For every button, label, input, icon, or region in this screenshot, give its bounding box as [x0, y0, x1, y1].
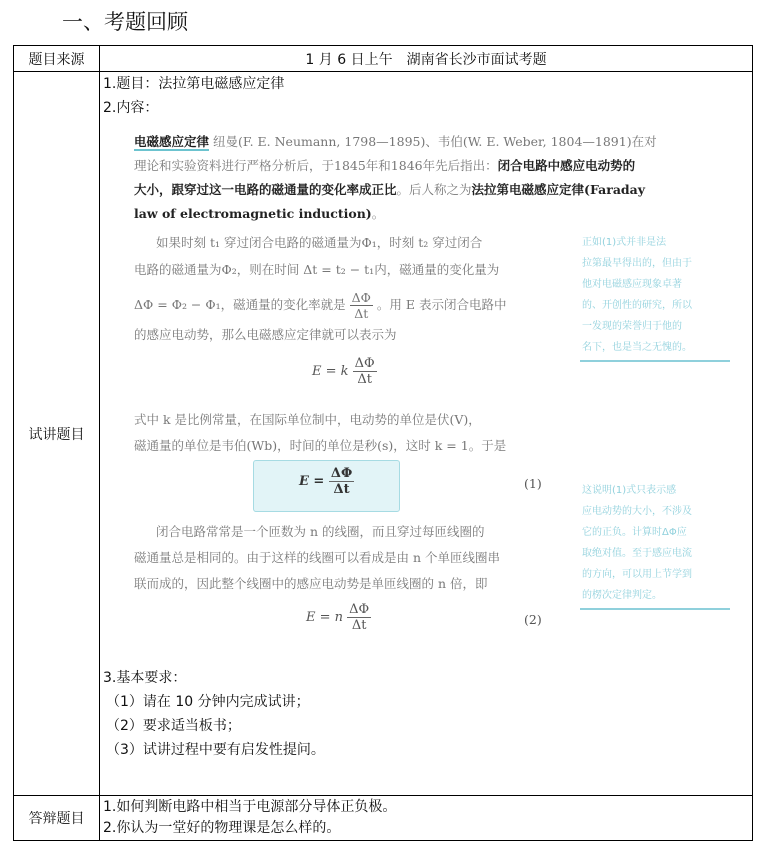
defense-question-1: 1.如何判断电路中相当于电源部分导体正负极。 [103, 799, 397, 815]
eq1-number: (1) [524, 476, 542, 491]
defense-question-2: 2.你认为一堂好的物理课是怎么样的。 [103, 820, 341, 836]
textbook-excerpt [104, 120, 752, 660]
formula-boxed: E = $\frac{\Delta\Phi}{\Delta t}$ [299, 466, 353, 497]
textbook-p2-line1: 如果时刻 t₁ 穿过闭合电路的磁通量为Φ₁，时刻 t₂ 穿过闭合 [156, 235, 483, 250]
textbook-p4-line3: 联而成的，因此整个线圈中的感应电动势是单匝线圈的 n 倍，即 [134, 576, 488, 591]
textbook-p1-line1: 电磁感应定律 纽曼(F. E. Neumann, 1798—1895)、韦伯(W. E. Weber, 1804—1891)在对 [134, 134, 657, 149]
trial-row [14, 72, 753, 796]
textbook-p1-line4: law of electromagnetic induction)。 [134, 206, 385, 221]
eq2-number: (2) [524, 612, 542, 627]
textbook-p1-line3: 大小，跟穿过这一电路的磁通量的变化率成正比。后人称之为法拉第电磁感应定律(Faraday [134, 182, 646, 197]
rate-fraction: $\frac{\Delta\Phi}{\Delta t}$ [351, 290, 371, 321]
textbook-topic: 电磁感应定律 [134, 134, 210, 149]
topic-line: 1.题目：法拉第电磁感应定律 [103, 76, 285, 92]
formula-law: E = k $\frac{\Delta\Phi}{\Delta t}$ [312, 356, 375, 387]
sidenote-2: 这说明(1)式只表示感 应电动势的大小，不涉及 它的正负。计算时ΔΦ应 取绝对值。至于感应电流 的方向，可以用上节学到 的楞次定律判定。 [580, 480, 730, 610]
requirement-3: （3）试讲过程中要有启发性提问。 [106, 742, 325, 758]
textbook-p3-line1: 式中 k 是比例常量，在国际单位制中，电动势的单位是伏(V)， [134, 412, 481, 427]
source-label: 题目来源 [14, 46, 100, 72]
textbook-p2-line3: ΔΦ = Φ₂ − Φ₁，磁通量的变化率就是 $\frac{\Delta\Phi}{\Delta t}$ 。用 E 表示闭合电路中 [134, 290, 507, 321]
textbook-p2-line4: 的感应电动势，那么电磁感应定律就可以表示为 [134, 327, 397, 342]
textbook-p1-line2: 理论和实验资料进行严格分析后，于1845年和1846年先后指出：闭合电路中感应电动势的 [134, 158, 636, 173]
trial-content [100, 72, 753, 796]
defense-row [14, 796, 753, 841]
textbook-p2-line2: 电路的磁通量为Φ₂，则在时间 Δt = t₂ − t₁内，磁通量的变化量为 [134, 262, 500, 277]
section-heading: 一、考题回顾 [62, 10, 188, 34]
source-row [14, 46, 753, 72]
exam-table [13, 45, 753, 841]
defense-content [100, 796, 753, 841]
textbook-p4-line1: 闭合电路常常是一个匝数为 n 的线圈，而且穿过每匝线圈的 [156, 524, 485, 539]
trial-label: 试讲题目 [14, 72, 100, 796]
sidenote-1: 正如(1)式并非是法 拉第最早得出的，但由于 他对电磁感应现象卓著 的、开创性的研究，所以 一发现的荣誉归于他的 名下，也是当之无愧的。 [580, 232, 730, 362]
source-value: 1 月 6 日上午 湖南省长沙市面试考题 [100, 46, 753, 72]
textbook-p4-line2: 磁通量总是相同的。由于这样的线圈可以看成是由 n 个单匝线圈串 [134, 550, 500, 565]
requirements-label: 3.基本要求： [103, 670, 187, 686]
requirement-2: （2）要求适当板书； [106, 718, 241, 734]
formula-coil: E = n $\frac{\Delta\Phi}{\Delta t}$ [306, 602, 370, 633]
textbook-p3-line2: 磁通量的单位是韦伯(Wb)，时间的单位是秒(s)，这时 k = 1。于是 [134, 438, 507, 453]
defense-label: 答辩题目 [14, 796, 100, 841]
requirement-1: （1）请在 10 分钟内完成试讲； [106, 694, 310, 710]
content-label: 2.内容： [103, 100, 159, 116]
